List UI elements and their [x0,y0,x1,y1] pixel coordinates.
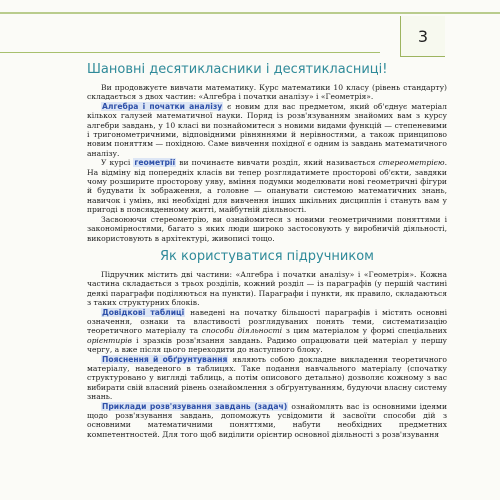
term-examples: Приклади розв'язування завдань (задач) [102,401,288,411]
term-algebra: Алгебра і початки аналізу [102,101,223,111]
paragraph-geometry [87,158,447,214]
paragraph-examples-text: ознайомлять вас із основними ідеями щодо розв'язування завдань, допоможуть усвідомити й засвоїти способи дій з основними математичними поняттями, набути необхідних предметних компетентностей. Для того щоб виділити орієнтир основної діяльності з розв'язування [87,401,447,439]
paragraph-structure: Підручник містить дві частини: «Алгебра і початки аналізу» і «Геометрія». Кожна частина складається з трьох розділів, кожний розділ — із параграфів (у першій частині деякі параграфи поділяються на пункти). Параграфи і пункти, як правило, складаються з таких структурних блоків. [87,269,447,308]
top-decorative-bar [0,12,500,14]
term-explanations: Пояснення й обґрунтування [102,354,228,364]
paragraph-tables-mid: з цим матеріалом у формі спеціальних [282,326,447,336]
paragraph-explanations [87,355,447,402]
term-guidelines: орієнтирів [87,335,132,345]
term-geometry: геометрії [134,158,176,168]
paragraph-tables [87,308,447,355]
paragraph-explanations-text: являють собою докладне викладення теоретичного матеріалу, наведеного в таблицях. Таке подання навчального матеріалу (спочатку структуровано у вигляді таблиць, а потім описового детально) дозволяє кожному з вас вибирати свій власний рівень ознайомлення з обґрунтуванням, будуючи власну систему знань. [87,354,448,402]
paragraph-examples [87,402,447,440]
paragraph-geometry-text: . На відміну від попередніх класів ви тепер розглядатимете просторові об'єкти, завдяки чому розширите просторову уяву, вміння подумки моделювати нові геометричні фігури й будувати їх зображення, а головне — опанувати системою математичних знань, навичок і умінь, які необхідні для вивчення інших шкільних дисциплін і стануть вам у пригоді в повсякденному житті, майбутній діяльності. [87,158,447,215]
paragraph-geometry-start: У курсі [101,158,134,168]
term-reference-tables: Довідкові таблиці [102,307,185,317]
page-number: 3 [400,16,445,57]
paragraph-stereometry: Засвоюючи стереометрію, ви ознайомитеся з новими геометричними поняттями і закономірностями, багато з яких люди широко застосовують у виробничій діяльності, використовують в архітектурі, живописі тощо. [87,214,447,243]
paragraph-tables-end: і зразків розв'язання завдань. Радимо опрацювати цей матеріал у першу чергу, а вже після цього переходити до наступного блоку. [87,335,447,355]
paragraph-tables-text: наведені на початку більшості параграфів і містять основні означення, ознаки та властивості розглядуваних понять теми, систематизацію теоретичного матеріалу та [87,307,448,336]
paragraph-algebra-text: є новим для вас предметом, який об'єднує матеріал кількох галузей математичної науки. Поряд із розв'язуванням знайомих вам з курсу алгебри завдань, у 10 класі ви познайомитеся з новими видами функцій — степеневими і тригонометричними, відповідними рівняннями й нерівностями, а також принципово новим поняттям — похідною. Саме вивчення похідної є одним із завдань математичного аналізу. [87,101,447,158]
paragraph-intro: Ви продовжуєте вивчати математику. Курс математики 10 класу (рівень стандарту) складається з двох частин: «Алгебра і початки аналізу» і «Геометрія». [87,83,447,102]
section-title-how-to-use: Як користуватися підручником [160,248,374,264]
paragraph-geometry-mid: ви починаєте вивчати розділ, який називається [176,158,379,168]
term-stereometry: стереометрією [378,158,445,168]
header-rule [0,52,380,53]
page-content [87,60,447,439]
paragraph-algebra [87,102,447,158]
term-methods: способи діяльності [201,326,283,336]
section-title-greeting: Шановні десятикласники і десятикласниці! [87,62,388,77]
